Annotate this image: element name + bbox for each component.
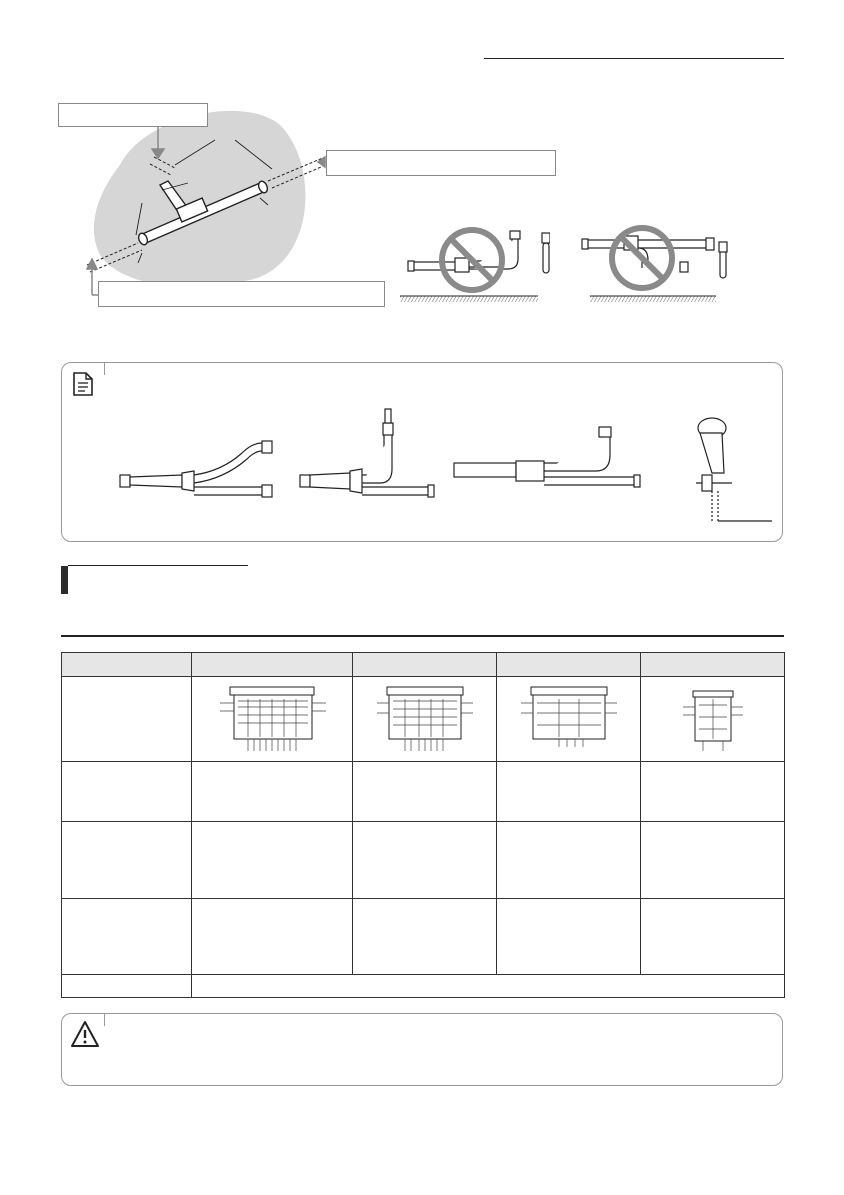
table-cell [497, 762, 641, 822]
label-box-bottom [98, 281, 385, 307]
table-cell [192, 677, 353, 762]
table-top-rule [61, 635, 784, 637]
table-cell [497, 677, 641, 762]
warning-icon [70, 1020, 100, 1048]
install-zone-shading [94, 111, 306, 286]
unit-image-1port [673, 681, 753, 755]
unit-image-2port [519, 681, 619, 755]
table-row [62, 899, 785, 975]
joint-y-branch [120, 441, 272, 497]
note-panel [61, 362, 783, 542]
table-header [497, 653, 641, 677]
table-row-label [62, 762, 192, 822]
table-cell [353, 677, 497, 762]
caution-panel [61, 1013, 783, 1086]
table-cell [497, 822, 641, 899]
table-cell [353, 822, 497, 899]
table-cell [192, 899, 353, 975]
spec-table [61, 652, 785, 998]
table-cell [353, 899, 497, 975]
table-cell [641, 822, 785, 899]
label-box-top-left [58, 103, 208, 127]
table-row-label [62, 899, 192, 975]
joint-illustrations [112, 403, 782, 543]
table-cell [353, 762, 497, 822]
joint-straight-branch [454, 427, 640, 487]
joint-elbow-branch [300, 409, 434, 497]
caution-tick [104, 1014, 105, 1026]
table-cell [497, 899, 641, 975]
table-cell [641, 899, 785, 975]
table-cell [192, 822, 353, 899]
unit-image-3port [375, 681, 475, 755]
table-cell [641, 677, 785, 762]
table-header-row [62, 653, 785, 677]
label-box-right [326, 150, 556, 176]
table-row-label [62, 822, 192, 899]
top-rule [484, 58, 784, 59]
unit-image-4port [212, 681, 332, 755]
prohibited-install-1 [400, 225, 550, 310]
table-footer-label [62, 975, 192, 998]
section-marker [61, 566, 68, 594]
table-row [62, 762, 785, 822]
table-header [641, 653, 785, 677]
table-cell [192, 762, 353, 822]
table-row-images [62, 677, 785, 762]
table-header [62, 653, 192, 677]
table-header [353, 653, 497, 677]
section-heading-rule [68, 565, 248, 566]
note-tick [104, 363, 105, 375]
table-header [192, 653, 353, 677]
table-footer-row [62, 975, 785, 998]
note-icon [72, 371, 94, 397]
prohibited-install-2 [580, 218, 730, 310]
table-row [62, 822, 785, 899]
table-cell [641, 762, 785, 822]
table-cell [62, 677, 192, 762]
table-footer-value [192, 975, 785, 998]
joint-vertical-tool [696, 418, 772, 523]
